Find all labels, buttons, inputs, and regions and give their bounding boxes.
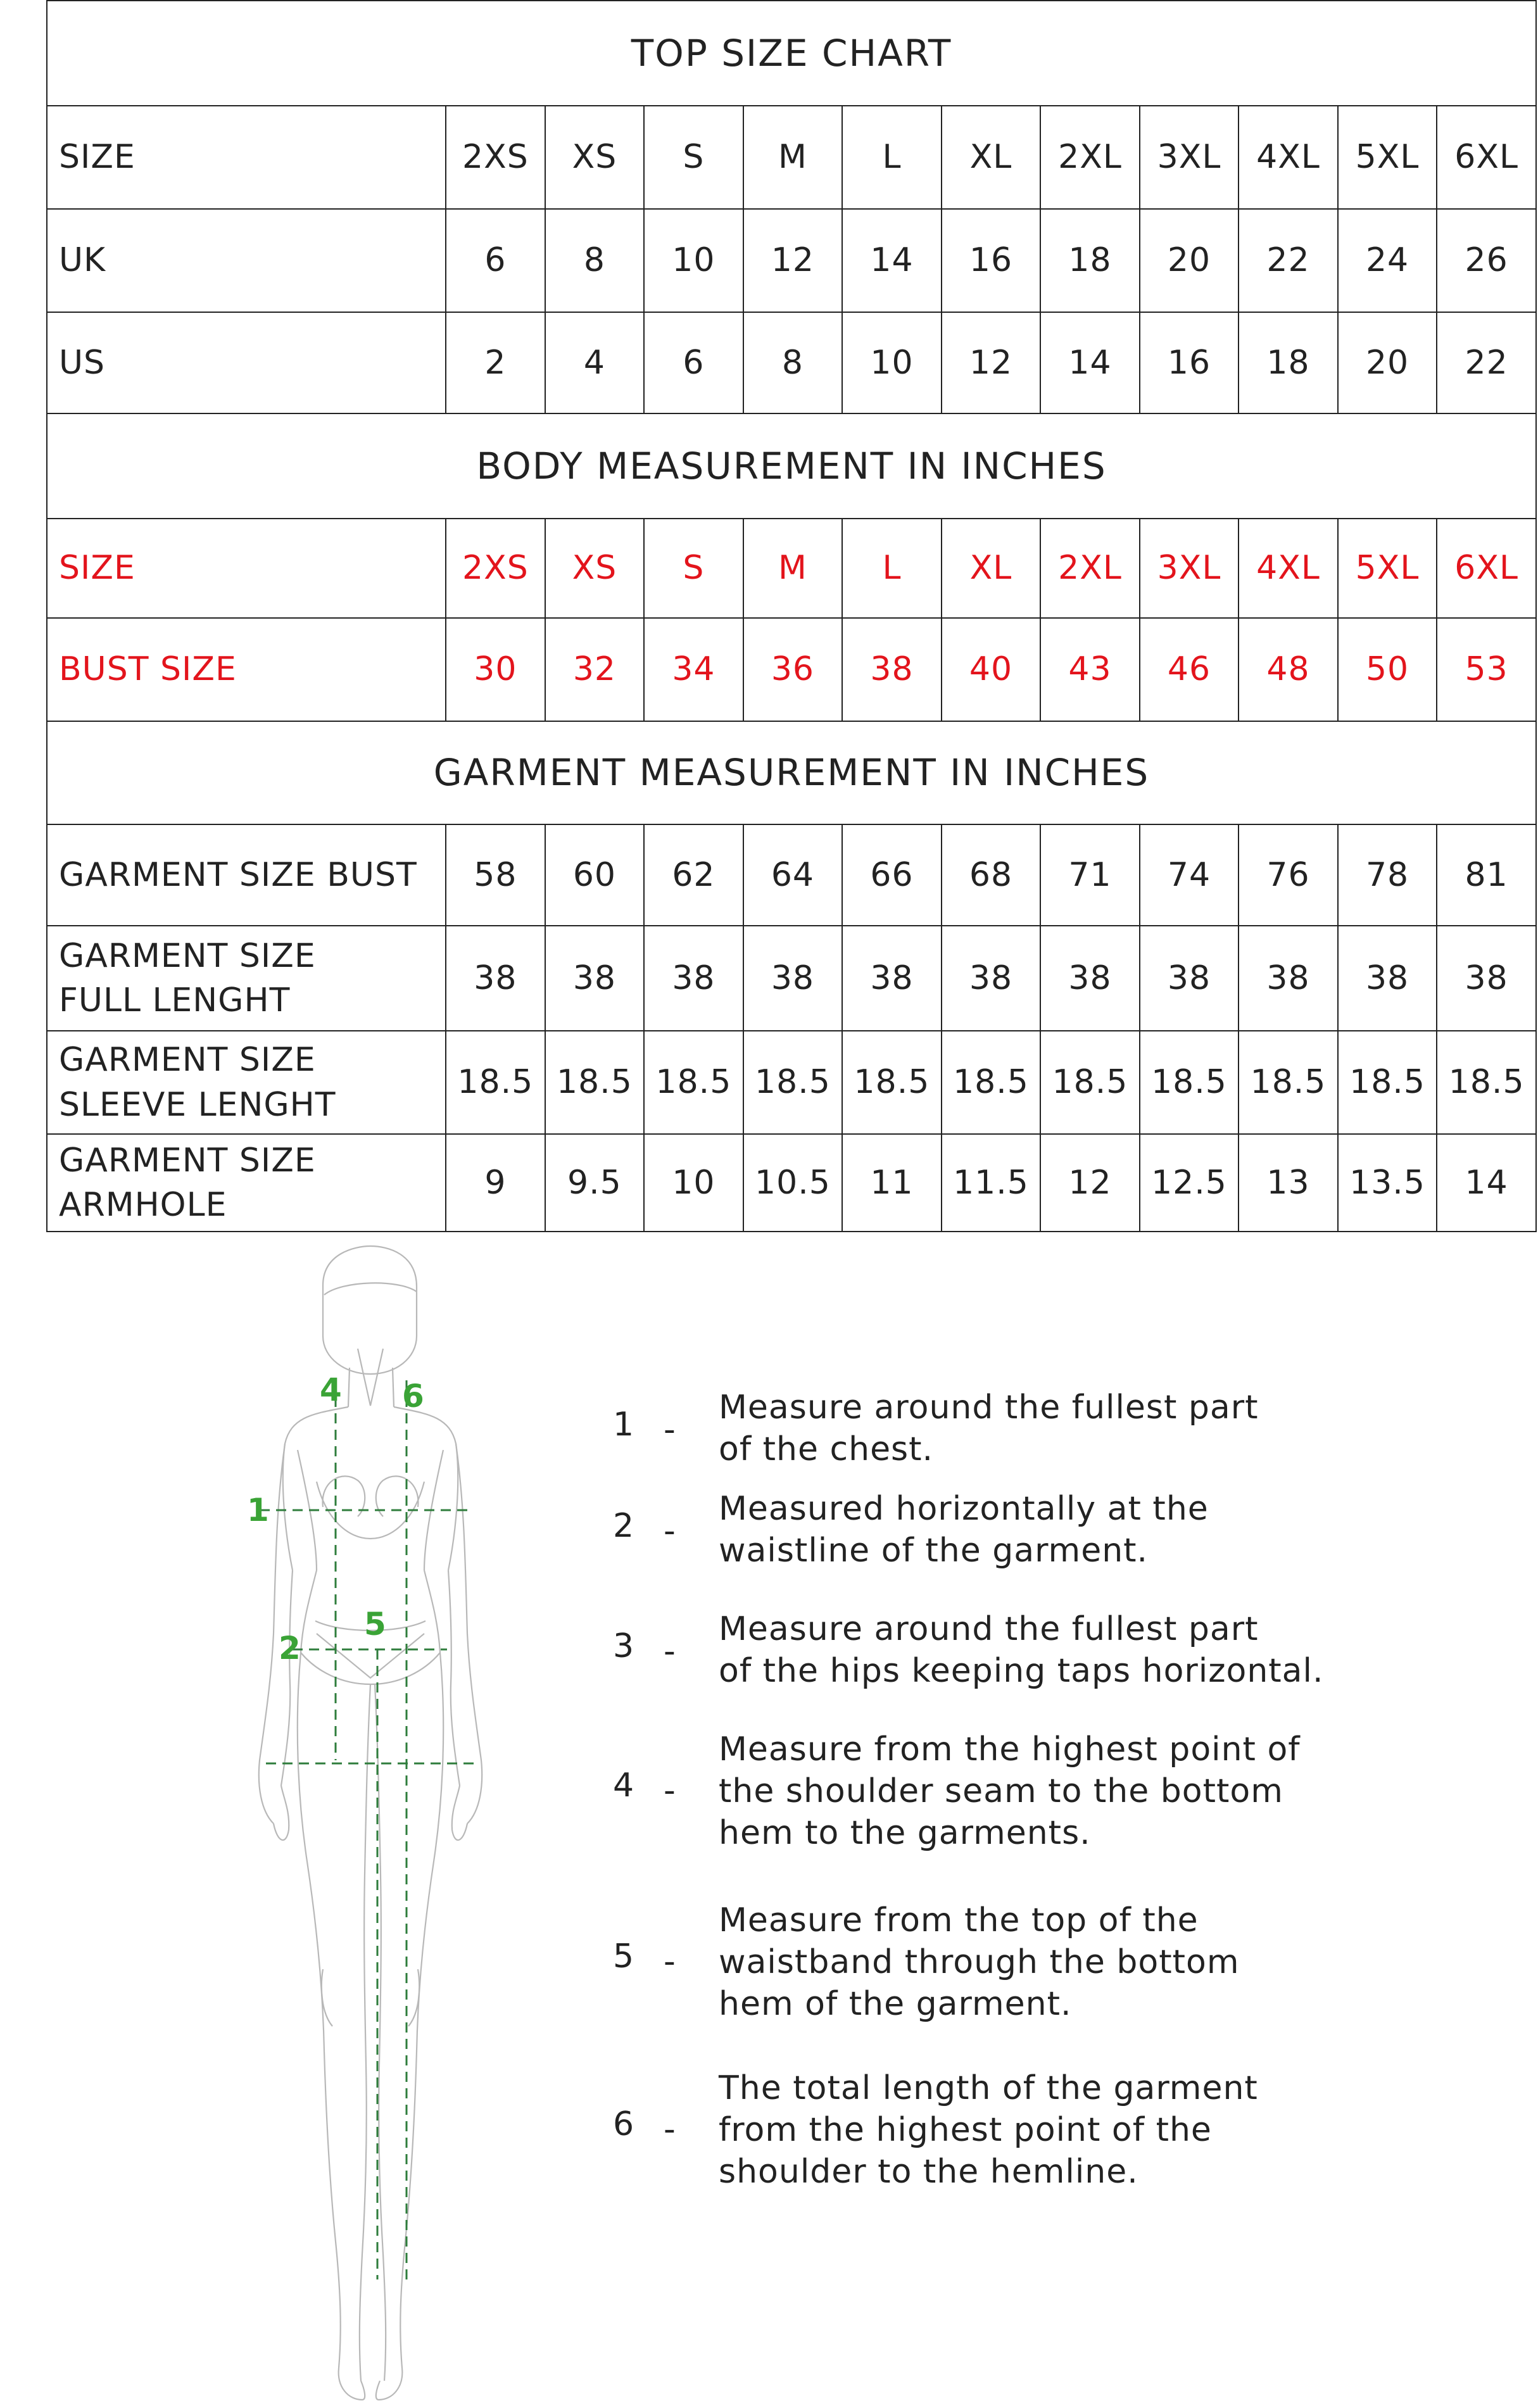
table-cell: 2 <box>446 312 545 413</box>
table-cell: 18.5 <box>1239 1031 1338 1134</box>
table-cell: 43 <box>1040 618 1140 721</box>
table-cell: 58 <box>446 824 545 926</box>
table-cell: 18.5 <box>1338 1031 1437 1134</box>
table-cell: 18.5 <box>1140 1031 1239 1134</box>
sleeve-length-row <box>47 1031 1536 1134</box>
size-chart-table <box>46 0 1537 1232</box>
table-cell: 60 <box>545 824 645 926</box>
table-cell: 14 <box>1437 1134 1536 1232</box>
table-cell: 12 <box>1040 1134 1140 1232</box>
table-cell: 11.5 <box>942 1134 1041 1232</box>
table-cell: XS <box>545 106 645 209</box>
table-cell: 8 <box>545 209 645 312</box>
table-cell: 14 <box>842 209 942 312</box>
table-cell: 13.5 <box>1338 1134 1437 1232</box>
step-dash: - <box>664 1772 676 1810</box>
table-cell: 14 <box>1040 312 1140 413</box>
table-cell: 18.5 <box>446 1031 545 1134</box>
step-number: 1 <box>613 1406 635 1444</box>
table-cell: 66 <box>842 824 942 926</box>
step-number: 6 <box>613 2105 635 2143</box>
table-cell: 6 <box>446 209 545 312</box>
table-cell: 46 <box>1140 618 1239 721</box>
table-cell: 2XS <box>446 106 545 209</box>
table-cell: 9 <box>446 1134 545 1232</box>
table-cell: 3XL <box>1140 519 1239 618</box>
table-cell: M <box>743 519 843 618</box>
table-cell: 4 <box>545 312 645 413</box>
table-cell: 32 <box>545 618 645 721</box>
table-cell: 40 <box>942 618 1041 721</box>
table-cell: 38 <box>1239 926 1338 1031</box>
marker-5: 5 <box>364 1606 386 1642</box>
table-cell: XL <box>942 519 1041 618</box>
bust-size-row <box>47 618 1536 721</box>
table-cell: 13 <box>1239 1134 1338 1232</box>
table-cell: 38 <box>1338 926 1437 1031</box>
table-cell: 74 <box>1140 824 1239 926</box>
table-cell: 50 <box>1338 618 1437 721</box>
table-cell: 3XL <box>1140 106 1239 209</box>
measurement-guides <box>260 1380 480 2279</box>
marker-2: 2 <box>279 1630 301 1667</box>
table-cell: 5XL <box>1338 106 1437 209</box>
table-cell: 6XL <box>1437 106 1536 209</box>
table-cell: 18.5 <box>545 1031 645 1134</box>
table-cell: 10 <box>842 312 942 413</box>
table-cell: 64 <box>743 824 843 926</box>
step-description: Measure from the top of the waistband through the bottom hem of the garment. <box>719 1901 1240 2023</box>
table-cell: 4XL <box>1239 519 1338 618</box>
garment-measurement-heading-text: GARMENT MEASUREMENT IN INCHES <box>47 721 1536 824</box>
armhole-row <box>47 1134 1536 1232</box>
step-description: The total length of the garment from the highest point of the shoulder to the hemline. <box>719 2069 1258 2191</box>
body-figure <box>215 1241 545 2406</box>
row-label: GARMENT SIZE SLEEVE LENGHT <box>47 1031 446 1134</box>
table-cell: 68 <box>942 824 1041 926</box>
table-cell: 9.5 <box>545 1134 645 1232</box>
table-cell: 2XS <box>446 519 545 618</box>
marker-4: 4 <box>320 1371 342 1408</box>
step-description: Measure from the highest point of the shoulder seam to the bottom hem to the garments. <box>719 1730 1301 1852</box>
step-number: 3 <box>613 1627 635 1665</box>
uk-row <box>47 209 1536 312</box>
chart-title <box>47 1 1536 106</box>
table-cell: 6 <box>644 312 743 413</box>
table-cell: 38 <box>1140 926 1239 1031</box>
row-label: GARMENT SIZE FULL LENGHT <box>47 926 446 1031</box>
table-cell: XL <box>942 106 1041 209</box>
table-cell: 30 <box>446 618 545 721</box>
table-cell: 38 <box>743 926 843 1031</box>
table-cell: 22 <box>1239 209 1338 312</box>
table-cell: 71 <box>1040 824 1140 926</box>
table-cell: 2XL <box>1040 519 1140 618</box>
table-cell: 38 <box>942 926 1041 1031</box>
table-cell: M <box>743 106 843 209</box>
step-dash: - <box>664 1632 676 1670</box>
table-cell: 12 <box>743 209 843 312</box>
table-cell: 36 <box>743 618 843 721</box>
table-cell: 48 <box>1239 618 1338 721</box>
table-cell: 12.5 <box>1140 1134 1239 1232</box>
step-number: 4 <box>613 1767 635 1805</box>
table-cell: 20 <box>1140 209 1239 312</box>
row-label: US <box>47 312 446 413</box>
table-cell: S <box>644 519 743 618</box>
step-number: 2 <box>613 1507 635 1545</box>
table-cell: 76 <box>1239 824 1338 926</box>
table-cell: 8 <box>743 312 843 413</box>
table-cell: 38 <box>842 618 942 721</box>
table-cell: 18 <box>1040 209 1140 312</box>
step-number: 5 <box>613 1938 635 1976</box>
table-cell: 38 <box>644 926 743 1031</box>
table-cell: 10 <box>644 1134 743 1232</box>
table-cell: 20 <box>1338 312 1437 413</box>
marker-6: 6 <box>402 1378 424 1415</box>
table-cell: 18.5 <box>942 1031 1041 1134</box>
step-dash: - <box>664 1512 676 1550</box>
row-label: GARMENT SIZE BUST <box>47 824 446 926</box>
step-dash: - <box>664 1411 676 1449</box>
table-cell: S <box>644 106 743 209</box>
body-measurement-heading <box>47 413 1536 519</box>
table-cell: 38 <box>1437 926 1536 1031</box>
table-cell: 38 <box>545 926 645 1031</box>
row-label: GARMENT SIZE ARMHOLE <box>47 1134 446 1232</box>
row-label: BUST SIZE <box>47 618 446 721</box>
step-description: Measure around the fullest part of the hips keeping taps horizontal. <box>719 1610 1324 1690</box>
body-size-row <box>47 519 1536 618</box>
table-cell: 53 <box>1437 618 1536 721</box>
table-cell: 26 <box>1437 209 1536 312</box>
us-row <box>47 312 1536 413</box>
table-cell: 81 <box>1437 824 1536 926</box>
table-cell: 18.5 <box>644 1031 743 1134</box>
row-label: SIZE <box>47 106 446 209</box>
table-cell: 38 <box>446 926 545 1031</box>
table-cell: 2XL <box>1040 106 1140 209</box>
table-cell: 16 <box>1140 312 1239 413</box>
table-cell: 18.5 <box>743 1031 843 1134</box>
garment-measurement-heading <box>47 721 1536 824</box>
garment-bust-row <box>47 824 1536 926</box>
table-cell: 18.5 <box>842 1031 942 1134</box>
full-length-row <box>47 926 1536 1031</box>
row-label: UK <box>47 209 446 312</box>
table-cell: 24 <box>1338 209 1437 312</box>
step-description: Measured horizontally at the waistline of the garment. <box>719 1490 1209 1570</box>
body-measurement-heading-text: BODY MEASUREMENT IN INCHES <box>47 413 1536 519</box>
table-cell: 10.5 <box>743 1134 843 1232</box>
table-cell: 18 <box>1239 312 1338 413</box>
table-cell: 12 <box>942 312 1041 413</box>
table-cell: 38 <box>1040 926 1140 1031</box>
table-cell: 6XL <box>1437 519 1536 618</box>
table-cell: 62 <box>644 824 743 926</box>
step-dash: - <box>664 1943 676 1981</box>
table-cell: 5XL <box>1338 519 1437 618</box>
marker-1: 1 <box>247 1492 269 1529</box>
table-cell: 78 <box>1338 824 1437 926</box>
chart-title-text: TOP SIZE CHART <box>47 1 1536 106</box>
table-cell: 38 <box>842 926 942 1031</box>
size-row <box>47 106 1536 209</box>
table-cell: 18.5 <box>1437 1031 1536 1134</box>
table-cell: 34 <box>644 618 743 721</box>
table-cell: 4XL <box>1239 106 1338 209</box>
table-cell: 22 <box>1437 312 1536 413</box>
table-cell: 10 <box>644 209 743 312</box>
step-description: Measure around the fullest part of the chest. <box>719 1389 1259 1468</box>
step-dash: - <box>664 2110 676 2148</box>
figure-outline <box>259 1246 482 2400</box>
table-cell: 11 <box>842 1134 942 1232</box>
table-cell: L <box>842 106 942 209</box>
row-label: SIZE <box>47 519 446 618</box>
table-cell: 16 <box>942 209 1041 312</box>
table-cell: 18.5 <box>1040 1031 1140 1134</box>
table-cell: XS <box>545 519 645 618</box>
table-cell: L <box>842 519 942 618</box>
